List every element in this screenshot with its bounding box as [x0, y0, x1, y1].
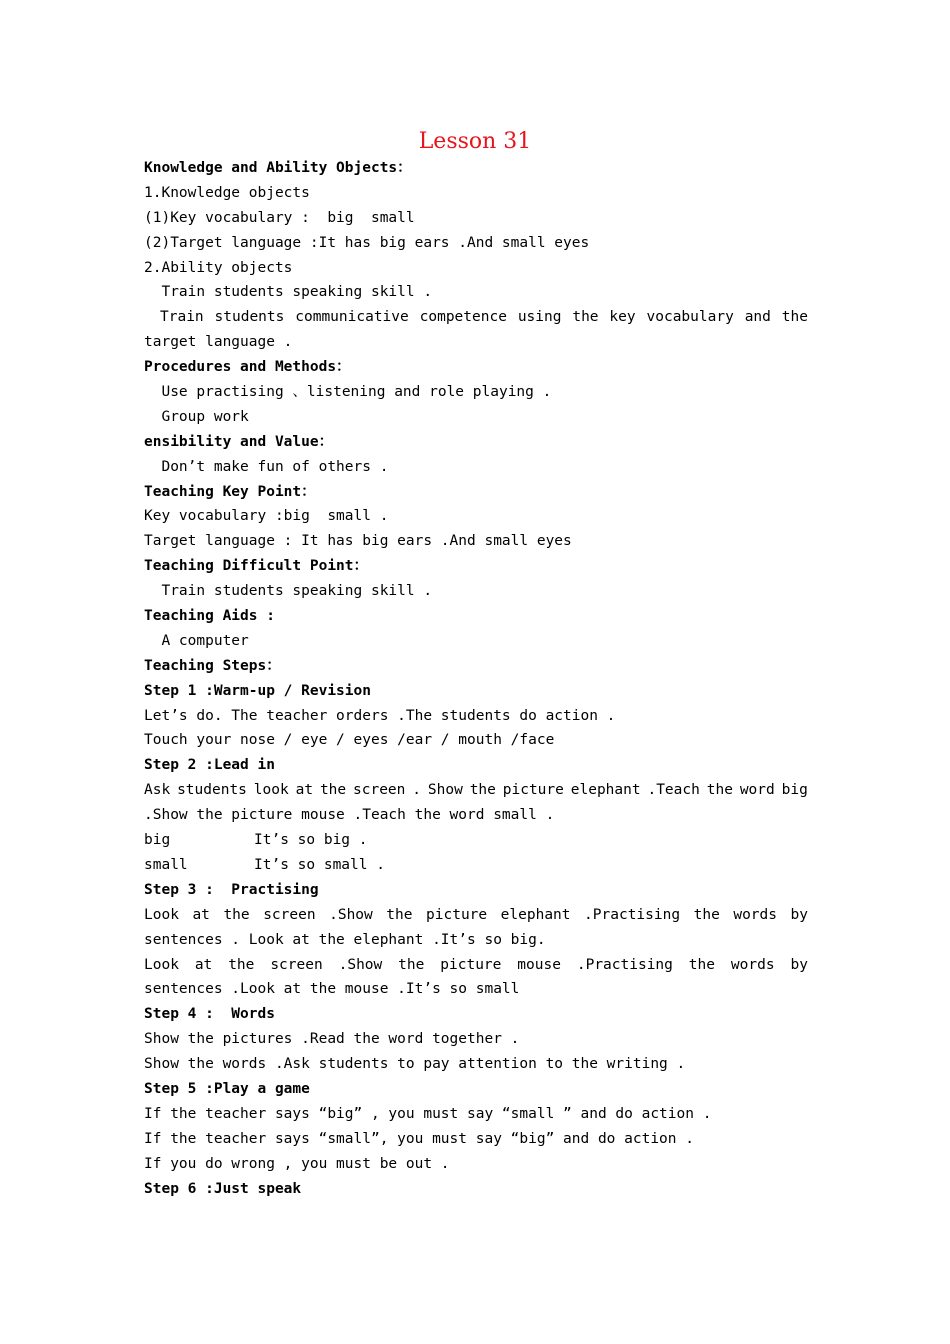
- justified-word: mouse: [517, 956, 561, 973]
- difficult-point-line: Train students speaking skill .: [144, 583, 433, 600]
- justified-word: the: [469, 782, 496, 799]
- procedures-line: Group work: [144, 408, 249, 425]
- page-title: Lesson 31: [418, 129, 532, 154]
- step2-justified-line: [144, 778, 808, 803]
- justified-word: Train: [160, 309, 204, 326]
- example-sentence: It’s so big .: [254, 832, 368, 849]
- justified-word: .Practising: [576, 956, 673, 973]
- step3-line: sentences .Look at the mouse .It’s so small: [144, 981, 520, 998]
- document-body: [144, 156, 808, 1201]
- justified-word: picture: [426, 906, 488, 923]
- knowledge-heading: Knowledge and Ability Objects：: [144, 160, 412, 176]
- justified-word: communicative: [295, 309, 409, 326]
- justified-word: Look: [144, 956, 179, 973]
- justified-word: the: [319, 782, 347, 799]
- step3-justified-line: [144, 953, 808, 978]
- justified-word: the: [572, 309, 599, 326]
- justified-word: and: [744, 309, 771, 326]
- justified-word: elephant: [500, 906, 571, 923]
- step4-line: Show the pictures .Read the word together .: [144, 1031, 520, 1048]
- justified-word: look: [253, 782, 289, 799]
- justified-word: picture: [440, 956, 502, 973]
- teaching-steps-heading: Teaching Steps：: [144, 657, 281, 674]
- step3-heading: Step 3 : Practising: [144, 881, 319, 898]
- step1-line: Let’s do. The teacher orders .The students do action .: [144, 707, 616, 724]
- justified-word: at: [295, 782, 314, 799]
- step4-heading: Step 4 : Words: [144, 1006, 275, 1023]
- justified-word: screen: [353, 782, 406, 799]
- justified-word: the: [398, 956, 425, 973]
- example-word: big: [144, 832, 171, 849]
- step6-heading: Step 6 :Just speak: [144, 1180, 302, 1197]
- justified-word: .Teach: [647, 782, 700, 799]
- justified-word: students: [177, 782, 247, 799]
- key-point-line: Target language : It has big ears .And small eyes: [144, 533, 572, 550]
- justified-word: the: [781, 309, 808, 326]
- step2-heading: Step 2 :Lead in: [144, 757, 275, 774]
- justified-word: the: [688, 956, 715, 973]
- justified-word: .Practising: [584, 906, 681, 923]
- justified-word: at: [192, 906, 210, 923]
- justified-word: the: [693, 906, 720, 923]
- justified-word: key: [609, 309, 636, 326]
- ability-line: Train students speaking skill .: [144, 284, 433, 301]
- step1-line: Touch your nose / eye / eyes /ear / mouth /face: [144, 732, 555, 749]
- key-point-heading: Teaching Key Point：: [144, 483, 316, 500]
- justified-word: by: [790, 906, 808, 923]
- justified-word: words: [730, 956, 775, 973]
- ability-item: 2.Ability objects: [144, 259, 293, 276]
- difficult-point-heading: Teaching Difficult Point：: [144, 558, 369, 575]
- step5-line: If the teacher says “big” , you must say “small ” and do action .: [144, 1105, 712, 1122]
- justified-word: picture: [502, 782, 564, 799]
- justified-word: screen: [263, 906, 316, 923]
- justified-word: .Show: [338, 956, 383, 973]
- example-word: small: [144, 856, 188, 873]
- procedures-heading: Procedures and Methods：: [144, 359, 351, 376]
- teaching-aids-line: A computer: [144, 632, 249, 649]
- justified-word: using: [517, 309, 562, 326]
- key-point-line: Key vocabulary :big small .: [144, 508, 389, 525]
- step1-heading: Step 1 :Warm-up / Revision: [144, 682, 371, 699]
- step2-example-big: [144, 828, 808, 853]
- teaching-aids-heading: Teaching Aids :: [144, 608, 275, 625]
- justified-word: the: [386, 906, 413, 923]
- justified-word: competence: [419, 309, 507, 326]
- procedures-line: Use practising 、listening and role playing .: [144, 384, 552, 401]
- justified-word: .Show: [329, 906, 373, 923]
- step5-line: If the teacher says “small”, you must say “big” and do action .: [144, 1130, 694, 1147]
- step2-line: .Show the picture mouse .Teach the word small .: [144, 807, 555, 824]
- justified-word: Ask: [144, 782, 171, 799]
- sensibility-line: Don’t make fun of others .: [144, 458, 389, 475]
- justified-word: the: [223, 906, 250, 923]
- key-vocabulary-line: (1)Key vocabulary : big small: [144, 209, 415, 226]
- justified-word: big: [781, 782, 808, 799]
- justified-word: the: [228, 956, 255, 973]
- step4-line: Show the words .Ask students to pay attention to the writing .: [144, 1056, 686, 1073]
- justified-word: words: [733, 906, 777, 923]
- justified-word: students: [214, 309, 285, 326]
- step3-line: sentences . Look at the elephant .It’s so big.: [144, 931, 546, 948]
- step5-heading: Step 5 :Play a game: [144, 1080, 310, 1097]
- ability-justified-line: [144, 305, 808, 330]
- justified-word: at: [194, 956, 213, 973]
- target-language-line: (2)Target language :It has big ears .And small eyes: [144, 234, 590, 251]
- justified-word: Look: [144, 906, 179, 923]
- sensibility-heading: ensibility and Value：: [144, 433, 334, 450]
- example-sentence: It’s so small .: [254, 856, 385, 873]
- step5-line: If you do wrong , you must be out .: [144, 1155, 450, 1172]
- ability-line-continued: target language .: [144, 334, 293, 351]
- step2-example-small: [144, 853, 808, 878]
- justified-word: .: [412, 782, 422, 799]
- justified-word: by: [790, 956, 808, 973]
- justified-word: elephant: [570, 782, 641, 799]
- justified-word: the: [706, 782, 733, 799]
- justified-word: screen: [270, 956, 323, 973]
- knowledge-item: 1.Knowledge objects: [144, 184, 310, 201]
- justified-word: vocabulary: [646, 309, 734, 326]
- step3-justified-line: [144, 903, 808, 928]
- justified-word: Show: [427, 782, 463, 799]
- justified-word: word: [739, 782, 775, 799]
